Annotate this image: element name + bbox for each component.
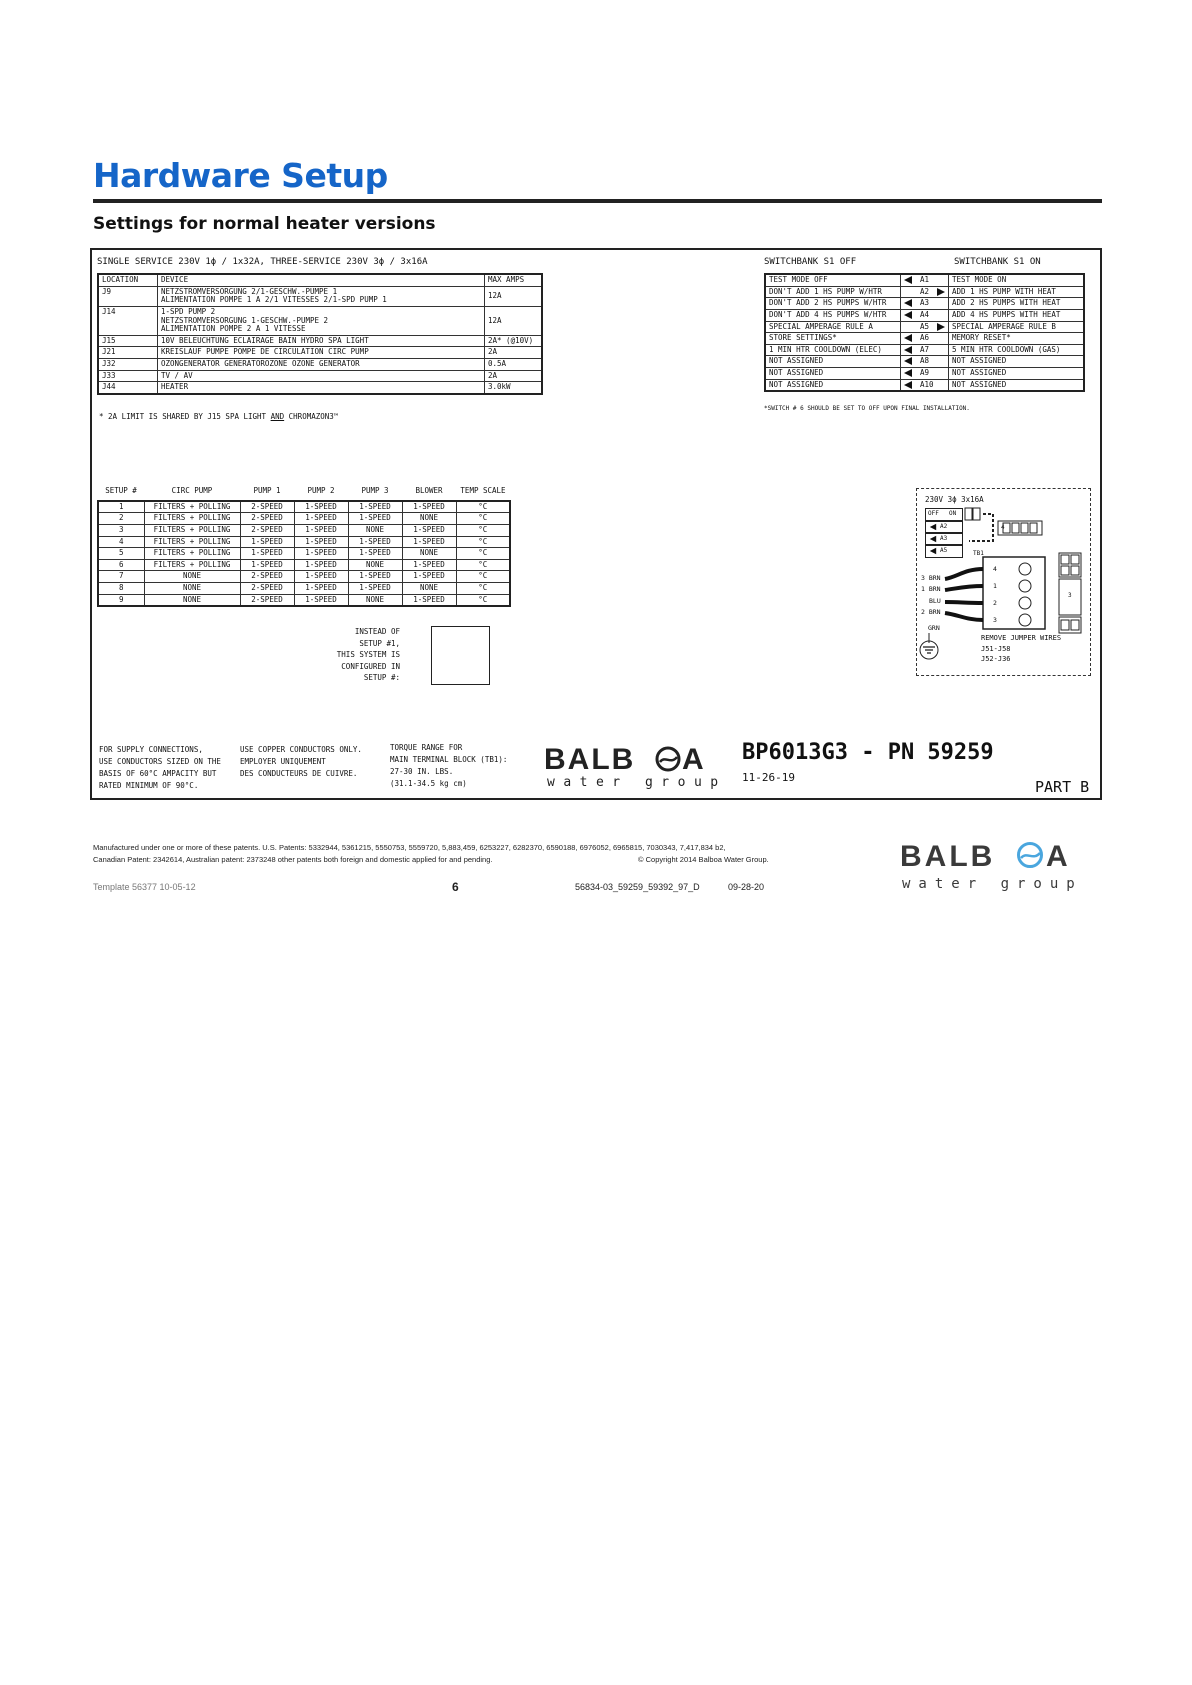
relay-4-label: 4 [1001, 524, 1005, 531]
power-heading: SINGLE SERVICE 230V 1ϕ / 1x32A, THREE-SERVICE 230V 3ϕ / 3x16A [97, 257, 428, 267]
setup-cell: NONE [402, 583, 456, 595]
setup-cell: FILTERS + POLLING [144, 501, 240, 513]
setup-cell: FILTERS + POLLING [144, 559, 240, 571]
setup-cell: 2 [98, 513, 144, 525]
instead-line: SETUP #1, [359, 638, 400, 648]
setup-cell: FILTERS + POLLING [144, 536, 240, 548]
copper-note [240, 744, 362, 780]
setup-column-header: PUMP 2 [294, 486, 348, 501]
setup-cell: °C [456, 559, 510, 571]
setup-cell: 9 [98, 594, 144, 606]
amps-cell: 3.0kW [485, 382, 543, 394]
jumper-line: J51-J58 [981, 645, 1011, 653]
wire-label: 3 BRN [921, 574, 941, 582]
instead-line: INSTEAD OF [354, 627, 400, 636]
note-line: (31.1-34.5 kg cm) [390, 779, 467, 788]
device-line: ALIMENTATION POMPE 2 A 1 VITESSE [161, 324, 306, 334]
setup-row [98, 594, 510, 606]
location-cell: J32 [98, 359, 158, 371]
ground-label: GRN [928, 624, 940, 632]
setup-cell: 1-SPEED [348, 501, 402, 513]
arrow-right-icon [937, 323, 945, 331]
switch-on-cell: 5 MIN HTR COOLDOWN (GAS) [949, 344, 1085, 356]
location-cell: J44 [98, 382, 158, 394]
arrow-right-icon [937, 288, 945, 296]
setup-cell: °C [456, 571, 510, 583]
setup-cell: NONE [402, 548, 456, 560]
switch-off-cell: TEST MODE OFF [765, 274, 901, 286]
setup-cell: NONE [348, 524, 402, 536]
note-text: CHROMAZON3™ [284, 412, 339, 421]
setup-cell: 1-SPEED [294, 594, 348, 606]
setup-column-header: BLOWER [402, 486, 456, 501]
switchbank-off-heading: SWITCHBANK S1 OFF [764, 257, 857, 267]
switchbank-row [765, 344, 1084, 356]
device-line: NETZSTROMVERSORGUNG 1-GESCHW.-PUMPE 2 [161, 315, 329, 325]
setup-cell: 1-SPEED [240, 559, 294, 571]
device-line: 1-SPD PUMP 2 [161, 306, 216, 316]
power-note [99, 413, 338, 421]
arrow-left-icon [904, 346, 912, 354]
setup-cell: 1-SPEED [294, 571, 348, 583]
switch-id: A10 [920, 379, 934, 389]
setup-cell: NONE [144, 594, 240, 606]
switch-position-cell [901, 333, 949, 345]
col-max-amps: MAX AMPS [485, 274, 543, 286]
setup-cell: 2-SPEED [240, 524, 294, 536]
switchbank-on-heading: SWITCHBANK S1 ON [954, 257, 1041, 267]
setup-table [97, 486, 511, 607]
note-line: EMPLOYER UNIQUEMENT [240, 757, 326, 766]
location-cell: J15 [98, 335, 158, 347]
patents-line-1: Manufactured under one or more of these patents. U.S. Patents: 5332944, 5361215, 5550753, 5559720, 5,883,459, 6253227, 6282370, 6590188, 6976052, 6965815, 7030343, 7,417,834 b2, [93, 843, 726, 852]
svg-text:water group: water group [547, 775, 727, 790]
switch-off-cell: DON'T ADD 4 HS PUMPS W/HTR [765, 309, 901, 321]
setup-cell: 6 [98, 559, 144, 571]
model-date: 11-26-19 [742, 771, 795, 784]
instead-line: CONFIGURED IN [341, 661, 400, 671]
setup-cell: 1-SPEED [402, 559, 456, 571]
switchbank-row [765, 286, 1084, 298]
switch-id: A6 [920, 333, 930, 343]
amps-cell: 0.5A [485, 359, 543, 371]
setup-cell: 1-SPEED [294, 536, 348, 548]
switch-position-cell [901, 344, 949, 356]
switch-label: A5 [940, 547, 948, 554]
device-cell: 10V BELEUCHTUNG ECLAIRAGE BAIN HYDRO SPA LIGHT [158, 335, 485, 347]
title-rule [93, 199, 1102, 203]
setup-cell: °C [456, 524, 510, 536]
note-line: TORQUE RANGE FOR [390, 743, 463, 752]
svg-text:water group: water group [902, 876, 1083, 892]
wire-label: 1 BRN [921, 585, 941, 593]
switchbank-table [764, 273, 1085, 392]
location-cell: J14 [98, 306, 158, 335]
setup-cell: 2-SPEED [240, 501, 294, 513]
switchbank-row [765, 379, 1084, 391]
setup-cell: FILTERS + POLLING [144, 524, 240, 536]
svg-text:A: A [682, 743, 704, 776]
setup-row [98, 524, 510, 536]
switch-label: A2 [940, 523, 948, 530]
switch-off-cell: NOT ASSIGNED [765, 356, 901, 368]
switch-label: A3 [940, 535, 948, 542]
setup-row [98, 548, 510, 560]
switch-off-cell: 1 MIN HTR COOLDOWN (ELEC) [765, 344, 901, 356]
switch-position-cell [901, 356, 949, 368]
amps-cell: 2A* (@10V) [485, 335, 543, 347]
arrow-left-icon [904, 381, 912, 389]
device-line: ALIMENTATION POMPE 1 A 2/1 VITESSES 2/1-SPD PUMP 1 [161, 295, 387, 305]
setup-cell: 1-SPEED [294, 559, 348, 571]
arrow-left-icon [904, 369, 912, 377]
instead-of-label [332, 626, 400, 684]
setup-cell: °C [456, 501, 510, 513]
arrow-left-icon [904, 299, 912, 307]
setup-table-header [98, 486, 510, 501]
balboa-logo [544, 740, 734, 790]
setup-cell: NONE [348, 594, 402, 606]
setup-cell: 1-SPEED [294, 513, 348, 525]
setup-cell: 2-SPEED [240, 583, 294, 595]
tb1-label: TB1 [973, 550, 984, 557]
amps-cell: 2A [485, 347, 543, 359]
switch-on-cell: MEMORY RESET* [949, 333, 1085, 345]
setup-cell: FILTERS + POLLING [144, 548, 240, 560]
note-line: USE COPPER CONDUCTORS ONLY. [240, 745, 362, 754]
switch-id: A4 [920, 309, 930, 319]
setup-cell: 2-SPEED [240, 513, 294, 525]
setup-row [98, 501, 510, 513]
setup-cell: 1-SPEED [348, 583, 402, 595]
switch-on-cell: TEST MODE ON [949, 274, 1085, 286]
page-title: Hardware Setup [93, 156, 388, 195]
setup-cell: 1-SPEED [294, 548, 348, 560]
setup-entry-box [431, 626, 490, 685]
setup-column-header: CIRC PUMP [144, 486, 240, 501]
switch-on-cell: SPECIAL AMPERAGE RULE B [949, 321, 1085, 333]
footer-balboa-logo [900, 836, 1102, 896]
switch-id: A2 [920, 286, 930, 296]
svg-text:A: A [1046, 840, 1068, 873]
device-cell [158, 306, 485, 335]
wire-label: BLU [929, 597, 941, 605]
setup-cell: 1-SPEED [402, 501, 456, 513]
power-row-j44 [98, 382, 542, 394]
part-label: PART B [1035, 778, 1090, 796]
setup-cell: NONE [402, 513, 456, 525]
note-line: BASIS OF 60°C AMPACITY BUT [99, 769, 217, 778]
device-cell: KREISLAUF PUMPE POMPE DE CIRCULATION CIRC PUMP [158, 347, 485, 359]
terminal-label: 1 [993, 582, 997, 590]
template-id: Template 56377 10-05-12 [93, 882, 196, 892]
setup-cell: NONE [144, 583, 240, 595]
note-line: USE CONDUCTORS SIZED ON THE [99, 757, 221, 766]
page-number: 6 [452, 880, 459, 894]
switch-position-cell [901, 309, 949, 321]
svg-text:BALB: BALB [544, 743, 636, 776]
switch-id: A8 [920, 356, 930, 366]
amps-cell: 12A [485, 306, 543, 335]
switch-off-label: OFF [928, 510, 939, 517]
setup-cell: 7 [98, 571, 144, 583]
switchbank-row [765, 333, 1084, 345]
switch-position-cell [901, 368, 949, 380]
setup-cell: °C [456, 594, 510, 606]
switch-id: A7 [920, 344, 930, 354]
supply-note [99, 744, 221, 792]
switch-off-cell: SPECIAL AMPERAGE RULE A [765, 321, 901, 333]
switch-off-cell: NOT ASSIGNED [765, 379, 901, 391]
setup-row [98, 583, 510, 595]
note-text: * 2A LIMIT IS SHARED BY J15 SPA LIGHT [99, 412, 271, 421]
switch-id: A1 [920, 275, 930, 284]
switch-on-cell: NOT ASSIGNED [949, 368, 1085, 380]
location-cell: J9 [98, 286, 158, 306]
switch-off-cell: STORE SETTINGS* [765, 333, 901, 345]
arrow-left-icon [904, 357, 912, 365]
switch-off-cell: DON'T ADD 1 HS PUMP W/HTR [765, 286, 901, 298]
arrow-left-icon [904, 334, 912, 342]
note-and: AND [270, 412, 285, 421]
setup-cell: 1 [98, 501, 144, 513]
wire-label: 2 BRN [921, 608, 941, 616]
balboa-logo-mark [544, 740, 734, 790]
note-line: DES CONDUCTEURS DE CUIVRE. [240, 769, 358, 778]
switch-position-cell [901, 298, 949, 310]
setup-cell: 1-SPEED [402, 536, 456, 548]
patents-line-2: Canadian Patent: 2342614, Australian patent: 2373248 other patents both foreign and domestic applied for and pending. [93, 855, 493, 864]
switchbank-row [765, 298, 1084, 310]
setup-cell: °C [456, 513, 510, 525]
location-cell: J33 [98, 370, 158, 382]
switchbank-row [765, 368, 1084, 380]
switch-position-cell [901, 274, 949, 286]
power-row-j15 [98, 335, 542, 347]
setup-cell: 1-SPEED [402, 594, 456, 606]
switch-on-cell: NOT ASSIGNED [949, 379, 1085, 391]
setup-cell: 2-SPEED [240, 571, 294, 583]
setup-cell: 1-SPEED [294, 524, 348, 536]
switchbank-row [765, 356, 1084, 368]
setup-cell: 5 [98, 548, 144, 560]
setup-cell: °C [456, 583, 510, 595]
setup-cell: 1-SPEED [348, 548, 402, 560]
switch-on-cell: ADD 1 HS PUMP WITH HEAT [949, 286, 1085, 298]
setup-row [98, 559, 510, 571]
device-cell [158, 286, 485, 306]
power-row-j14 [98, 306, 542, 335]
device-cell: HEATER [158, 382, 485, 394]
setup-cell: 3 [98, 524, 144, 536]
terminal-label: 2 [993, 599, 997, 607]
setup-cell: °C [456, 548, 510, 560]
setup-cell: 1-SPEED [294, 583, 348, 595]
switch-off-cell: DON'T ADD 2 HS PUMPS W/HTR [765, 298, 901, 310]
switch-on-cell: NOT ASSIGNED [949, 356, 1085, 368]
location-cell: J21 [98, 347, 158, 359]
jumper-line: J52-J36 [981, 655, 1011, 663]
power-row-j9 [98, 286, 542, 306]
col-device: DEVICE [158, 274, 485, 286]
switch-id: A3 [920, 298, 930, 308]
switch-id: A5 [920, 321, 930, 331]
note-line: MAIN TERMINAL BLOCK (TB1): [390, 755, 508, 764]
setup-column-header: PUMP 1 [240, 486, 294, 501]
switchbank-row [765, 274, 1084, 286]
switch-position-cell [901, 286, 949, 298]
setup-cell: NONE [348, 559, 402, 571]
amps-cell: 12A [485, 286, 543, 306]
doc-number: 56834-03_59259_59392_97_D [575, 882, 700, 892]
switchbank-note: *SWITCH # 6 SHOULD BE SET TO OFF UPON FINAL INSTALLATION. [764, 405, 970, 412]
power-table-header [98, 274, 542, 286]
instead-line: SETUP #: [363, 673, 400, 682]
wiring-diagram [916, 488, 1091, 676]
device-line: NETZSTROMVERSORGUNG 2/1-GESCHW.-PUMPE 1 [161, 286, 338, 296]
setup-cell: 1-SPEED [402, 524, 456, 536]
wiring-supply-label: 230V 3ϕ 3x16A [925, 495, 984, 504]
switch-on-cell: ADD 2 HS PUMPS WITH HEAT [949, 298, 1085, 310]
switch-off-cell: NOT ASSIGNED [765, 368, 901, 380]
power-row-j21 [98, 347, 542, 359]
doc-date: 09-28-20 [728, 882, 765, 892]
arrow-left-icon [904, 311, 912, 319]
switchbank-row [765, 321, 1084, 333]
svg-text:BALB: BALB [900, 840, 996, 873]
power-table [97, 273, 543, 395]
setup-cell: 1-SPEED [240, 548, 294, 560]
setup-cell: 1-SPEED [348, 513, 402, 525]
device-cell: OZONGENERATOR GENERATOROZONE OZONE GENERATOR [158, 359, 485, 371]
setup-cell: 1-SPEED [402, 571, 456, 583]
note-line: RATED MINIMUM OF 90°C. [99, 781, 199, 790]
schematic-sheet [90, 248, 1102, 800]
relay-3-label: 3 [1068, 592, 1072, 599]
setup-cell: 1-SPEED [294, 501, 348, 513]
switch-id: A9 [920, 368, 930, 377]
footer-balboa-logo-mark [900, 836, 1102, 896]
instead-line: THIS SYSTEM IS [336, 650, 400, 659]
switch-position-cell [901, 321, 949, 333]
setup-column-header: SETUP # [98, 486, 144, 501]
setup-cell: 2-SPEED [240, 594, 294, 606]
setup-cell: 1-SPEED [348, 536, 402, 548]
power-row-j32 [98, 359, 542, 371]
terminal-label: 4 [993, 565, 997, 573]
col-location: LOCATION [98, 274, 158, 286]
setup-cell: 8 [98, 583, 144, 595]
arrow-left-icon [904, 276, 912, 284]
setup-row [98, 536, 510, 548]
setup-cell: NONE [144, 571, 240, 583]
device-cell: TV / AV [158, 370, 485, 382]
setup-column-header: PUMP 3 [348, 486, 402, 501]
terminal-label: 3 [993, 616, 997, 624]
jumper-title: REMOVE JUMPER WIRES [981, 634, 1062, 642]
section-subtitle: Settings for normal heater versions [93, 214, 436, 234]
setup-cell: 1-SPEED [240, 536, 294, 548]
switch-on-label: ON [949, 510, 957, 517]
copyright: © Copyright 2014 Balboa Water Group. [638, 855, 769, 864]
amps-cell: 2A [485, 370, 543, 382]
setup-cell: FILTERS + POLLING [144, 513, 240, 525]
switch-position-cell [901, 379, 949, 391]
power-row-j33 [98, 370, 542, 382]
model-number: BP6013G3 - PN 59259 [742, 740, 994, 765]
switchbank-row [765, 309, 1084, 321]
note-line: FOR SUPPLY CONNECTIONS, [99, 745, 203, 754]
setup-row [98, 513, 510, 525]
setup-row [98, 571, 510, 583]
setup-cell: 4 [98, 536, 144, 548]
setup-cell: °C [456, 536, 510, 548]
torque-note [390, 742, 507, 790]
setup-cell: 1-SPEED [348, 571, 402, 583]
setup-column-header: TEMP SCALE [456, 486, 510, 501]
switch-on-cell: ADD 4 HS PUMPS WITH HEAT [949, 309, 1085, 321]
note-line: 27-30 IN. LBS. [390, 767, 454, 776]
